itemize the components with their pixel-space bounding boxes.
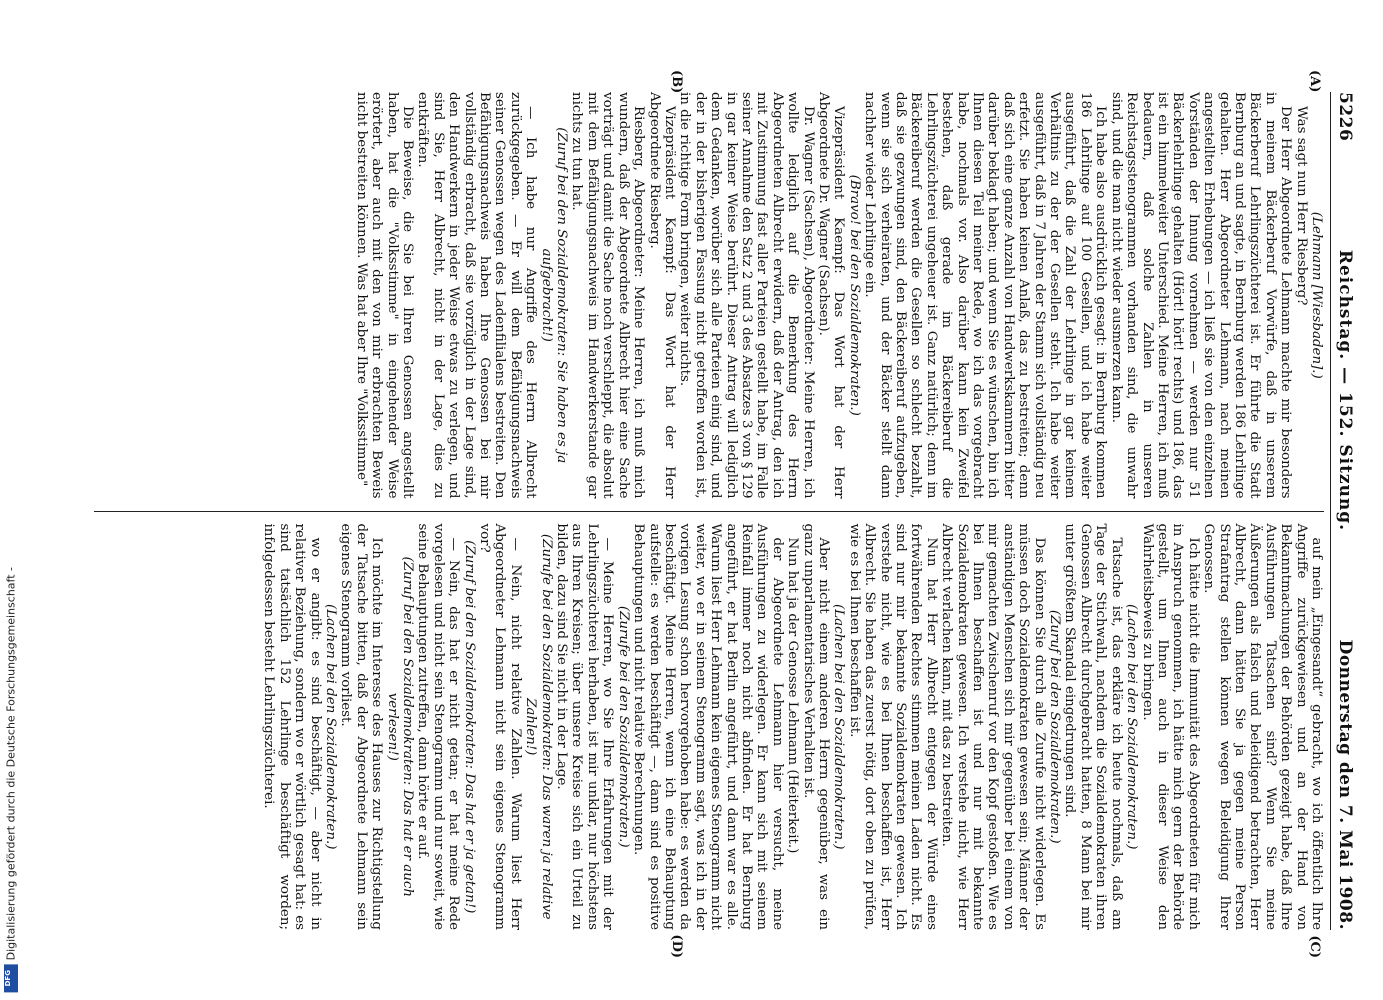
paragraph: (Lachen bei den Sozialdemokraten.) (323, 604, 338, 850)
paragraph: (Zuruf bei den Sozialdemokraten: Sie haben es ja aufgebracht!) (538, 127, 570, 464)
marker-b: (B) (669, 70, 684, 94)
digitisation-note (4, 567, 18, 992)
paragraph: Ich hätte nicht die Immunität des Abgeordneten für mich in Anspruch genommen, ich hätte mich gern der Behörde gestellt, um Ihnen auch in dieser Weise den Wahrheitsbeweis zu bringen. (1139, 523, 1201, 930)
paragraph: — Ich habe nur Angriffe des Herrn Albrecht zurückgegeben. — Er will dem Befähigungsnachweis seiner Genossen wegen des Ladenfilialens bestreiten. Den Befähigungsnachweis haben Ihre Genossen bei mir vollständig erbracht, daß sie vorzüglich in der Lage sind, den Handwerkern in jeder Weise etwas zu verlegen, und sind Sie, Herr Albrecht, nicht in der Lage, dies zu entkräften. (415, 92, 539, 499)
paragraph: (Lachen bei den Sozialdemokraten.) (831, 604, 847, 850)
page-number: 5226 (1335, 92, 1355, 142)
paragraph: (Lehmann [Wiesbaden].) (1309, 211, 1324, 379)
paragraph: Riesberg, Abgeordneter: Meine Herren, ich muß mich wundern, daß der Abgeordnete Albrecht hier eine Sache vorträgt und damit die Sache noch verschleppt, die absolut mit dem Befähigungsnachweis im Handwerkerstande gar nichts zu tun hat. (569, 92, 647, 499)
paragraph: — Nein, nicht relative Zahlen. Warum liest Herr Abgeordneter Lehmann nicht sein eigenes Stenogramm vor? (477, 523, 523, 930)
paragraph: Vizepräsident Kaempf: Das Wort hat der Herr Abgeordnete Dr. Wagner (Sachsen). (816, 92, 847, 499)
paragraph: Der Herr Abgeordnete Lehmann machte mir besonders in meinem Bäckerberuf Vorwürfe, daß in unserem Bäckerberuf Lehrlingszüchterei ist. Er führte die Stadt Bernburg an und sagte, in Bernburg werden 186 Lehrlinge gehalten. Herr Abgeordneter Lehmann, nach meinen angestellten Erhebungen — ich ließ sie von den einzelnen Vorständen der Innung vornehmen — werden nur 51 Bäckerlehrlinge gehalten (Hört! hört! rechts) und 186, das ist ein himmelweiter Unterschied. Meine Herren, ich muß bedauern, daß solche Zahlen in unseren Reichstagsstenogrammen vorhanden sind, die unwahr sind, und die man nicht wieder ausmerzen kann. (1108, 92, 1294, 499)
page-header (1330, 92, 1355, 930)
paragraph: wo er angibt: es sind beschäftigt, — aber nicht in relativer Beziehung, sondern wo er wörtlich gesagt hat: es sind tatsächlich 152 Lehrlinge beschäftigt worden; infolgedessen besteht Lehrlingszüchterei. (261, 523, 323, 930)
paragraph: (Lachen bei den Sozialdemokraten.) (1124, 604, 1140, 850)
paragraph: Ich möchte im Interesse des Hauses zur Richtigstellung der Tatsache bitten, daß der Abgeordnete Lehmann sein eigenes Stenogramm vorliest. (338, 523, 385, 930)
paragraph: Dr. Wagner (Sachsen), Abgeordneter: Meine Herren, ich wollte lediglich auf die Bemerkung des Herrn Abgeordneten Albrecht erwidern, daß der Antrag, den ich mit Zustimmung fast aller Parteien gestellt habe, im Falle seiner Annahme den Satz 2 und 3 des Absatzes 3 von § 129 in gar keiner Weise berührt. Dieser Antrag will lediglich dem Gedanken, worüber sich alle Parteien einig sind, und der in der bisherigen Fassung nicht getroffen worden ist, in die richtige Form bringen, weiter nichts. (677, 92, 816, 499)
text-columns (94, 70, 1324, 958)
left-column (94, 70, 1324, 512)
paragraph: (Zuruf bei den Sozialdemokraten: Das hat er auch verlesen!) (384, 556, 416, 897)
paragraph: — Nein, das hat er nicht getan; er hat meine Rede vorgelesen und nicht sein Stenogramm und nur soweit, wie seine Behauptungen zutreffen, dann hörte er auf. (415, 523, 462, 930)
marker-d: (D) (669, 934, 684, 958)
paragraph: Das können Sie durch alle Zurufe nicht widerlegen. Es müssen doch Sozialdemokraten gewesen sein; Männer der anständigen Menschen sich mir gegenüber bei einem von mir gemachten Zwischenruf vor den Kopf gestoßen. Wie es bei Ihnen beschaffen ist und nur mit bekannte Sozialdemokraten gewesen. Ich verstehe nicht, wie Herr Albrecht verlachen kann, mit das zu bestreiten. (939, 523, 1047, 930)
page-date: Donnerstag den 7. Mai 1908. (1335, 639, 1355, 930)
right-column (94, 512, 1324, 958)
paragraph: auf mein „Eingesandt“ gebracht, wo ich öffentlich Ihre Angriffe zurückgewiesen und an der Hand von Bekanntmachungen der Behörden gezeigt habe, daß Ihre Ausführungen Tatsachen sind? Wenn Sie meine Äußerungen als falsch und beleidigend betrachten, Herr Albrecht, dann hätten Sie ja gegen meine Person Strafantrag stellen können wegen Beleidigung Ihrer Genossen. (1201, 523, 1324, 930)
marker-a: (A) (1307, 70, 1322, 93)
paragraph: Die Beweise, die Sie bei Ihren Genossen angestellt haben, hat die "Volksstimme" in eingehender Weise erörtert, aber auch mit den von mir erbrachten Beweis nicht bestreiten können. Was hat aber Ihre "Volksstimme" (353, 92, 416, 499)
paragraph: Tatsache ist, das erkläre ich heute nochmals, daß am Tage der Stichwahl, nachdem die Sozialdemokraten ihren Genossen Albrecht durchgebracht hatten, 8 Mann bei mir unter größtem Skandal eingedrungen sind. (1062, 523, 1124, 930)
paragraph: — Meine Herren, wo Sie Ihre Erfahrungen mit der Lehrlingszüchterei herhaben, ist mir unklar, nur höchstens aus Ihren Kreisen; über unsere Kreise sich ein Urteil zu bilden, dazu sind Sie nicht in der Lage. (554, 523, 616, 930)
paragraph: (Bravo! bei den Sozialdemokraten.) (846, 174, 862, 416)
paragraph: Was sagt nun Herr Riesberg? (1293, 106, 1309, 306)
paragraph: Nun hat ja der Genosse Lehmann (Heiterkeit.) (785, 537, 801, 854)
paragraph: Nun hat Herr Albrecht entgegen der Würde eines fortwährenden Rechtes stimmen meinen Laden nicht. Es sind nur mir bekannte Sozialdemokraten gewesen. Ich verstehe nicht, wie es bei Ihnen beschaffen ist, Herr Albrecht. Sie haben das zuerst nötig, dort oben zu prüfen, wie es bei Ihnen beschaffen ist. (846, 523, 939, 930)
paragraph: Vizepräsident Kaempf: Das Wort hat der Herr Abgeordnete Riesberg. (646, 92, 677, 499)
paragraph: der Abgeordnete Lehmann hier versucht, meine Ausführungen zu widerlegen. Er kann sich mit seinem Reinfall immer noch nicht abfinden. Er hat Bernburg angeführt, er hat Berlin angeführt, und dann war es alle. Warum liest Herr Lehmann kein eigenes Stenogramm nicht weiter, wo er in seinem Stenogramm sagt, was ich in der vorigen Lesung schon hervorgehoben habe: es werden da beschäftigt. Meine Herren, wenn ich eine Behauptung aufstelle: es werden beschäftigt —, dann sind es positive Behauptungen und nicht relative Berechnungen. (631, 523, 785, 930)
paragraph: (Zurufe bei den Sozialdemokraten: Das waren ja relative Zahlen!) (523, 533, 554, 920)
page-title: Reichstag. — 152. Sitzung. (1335, 249, 1355, 532)
dfg-logo-icon: DFG (4, 964, 18, 992)
paragraph: (Zuruf bei den Sozialdemokraten: Das hat er ja getan!) (461, 540, 477, 914)
paragraph: Ich habe also ausdrücklich gesagt: in Bernburg kommen 186 Lehrlinge auf 100 Gesellen, und ich habe weiter ausgeführt, daß die Zahl der Lehrlinge in gar keinem Verhältnis zu der der Gesellen steht. Ich habe weiter ausgeführt, daß in 7 Jahren der Stamm sich vollständig neu erfetzt. Sie haben keinen Anlaß, das zu bestreiten; denn daß sich eine ganze Anzahl von Handwerkskammern bitter darüber beklagt haben; und wenn Sie es wünschen, bin ich Ihnen diesen Teil meiner Rede, wo ich das vorgebracht habe, nochmals vor. Also darüber kann kein Zweifel bestehen, daß gerade im Bäckereiberuf die Lehrlingszüchterei ungeheuer ist. Ganz natürlich; denn im Bäckereiberuf werden die Gesellen so schlecht bezahlt, daß sie gezwungen sind, den Bäckereiberuf aufzugeben, wenn sie sich verheiraten, und der Bäcker stellt dann nachher wieder Lehrlinge ein. (862, 92, 1109, 499)
marker-c: (C) (1307, 935, 1322, 958)
paragraph: Aber nicht einem anderen Herrn gegenüber, was ein ganz unparlamentarisches Verhalten ist. (800, 523, 831, 930)
digitisation-text: Digitalisierung gefördert durch die Deutsche Forschungsgemeinschaft - (4, 566, 18, 960)
paragraph: (Zuruf bei den Sozialdemokraten.) (1047, 609, 1063, 844)
paragraph: (Zurufe bei den Sozialdemokraten.) (615, 605, 631, 848)
